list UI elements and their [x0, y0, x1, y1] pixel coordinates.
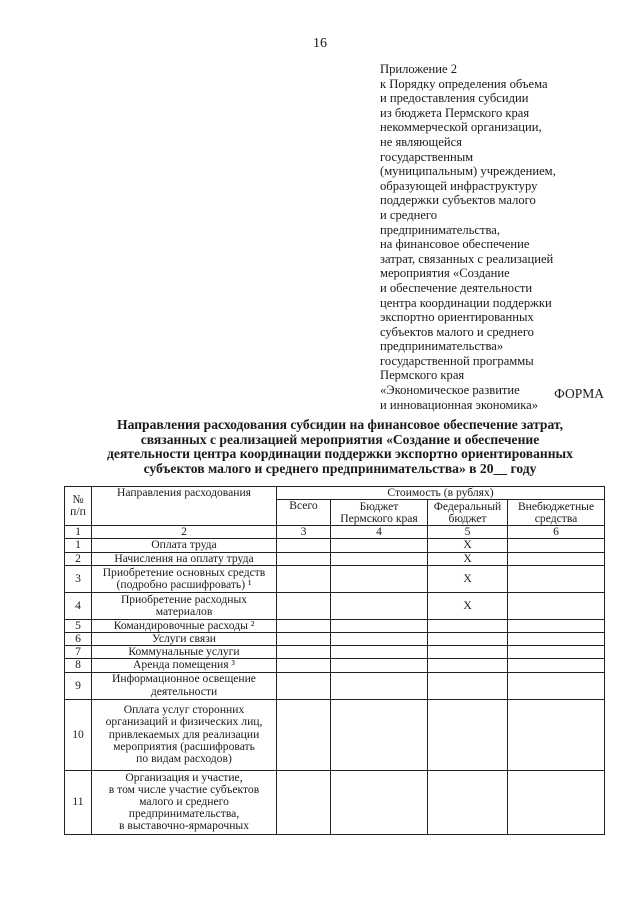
row-number: 3: [65, 565, 92, 592]
cell-federal: Х: [428, 592, 508, 619]
cell-extrabudgetary: [508, 539, 605, 552]
appendix-header: Приложение 2 к Порядку определения объема и предоставления субсидии из бюджета Пермского края некоммерческой организации, не являющейся государственным (муниципальным) учреждением, образующей инфраструктуру поддержки субъектов малого и среднего предпринимательства, на финансовое обеспечение затрат, связанных с реализацией мероприятия «Создание и обеспечение деятельности центра координации поддержки экспортно ориентированных субъектов малого и среднего предпринимательства» государственной программы Пермского края «Экономическое развитие и инновационная экономика»: [380, 62, 556, 412]
cell-total: [277, 770, 331, 834]
cell-federal: Х: [428, 539, 508, 552]
cell-total: [277, 672, 331, 699]
cell-regional: [331, 539, 428, 552]
row-direction: Командировочные расходы ²: [92, 619, 277, 632]
row-number: 6: [65, 633, 92, 646]
row-number: 8: [65, 659, 92, 672]
cell-extrabudgetary: [508, 646, 605, 659]
row-direction: Организация и участие, в том числе участие субъектов малого и среднего предпринимательства, в выставочно-ярмарочных: [92, 770, 277, 834]
column-number: 6: [508, 526, 605, 539]
document-title: Направления расходования субсидии на финансовое обеспечение затрат, связанных с реализацией мероприятия «Создание и обеспечение деятельности центра координации поддержки экспортно ориентированных субъектов малого и среднего предпринимательства» в 20__ году: [107, 417, 573, 476]
table-row: [65, 552, 605, 565]
cell-extrabudgetary: [508, 565, 605, 592]
header-federal-budget: Федеральный бюджет: [428, 500, 508, 526]
cell-regional: [331, 699, 428, 770]
row-direction: Начисления на оплату труда: [92, 552, 277, 565]
table-row: [65, 699, 605, 770]
cell-regional: [331, 565, 428, 592]
cell-federal: Х: [428, 552, 508, 565]
cell-extrabudgetary: [508, 699, 605, 770]
table-row: [65, 592, 605, 619]
header-number: № п/п: [65, 487, 92, 526]
row-direction: Аренда помещения ³: [92, 659, 277, 672]
table-row: [65, 539, 605, 552]
cell-federal: [428, 770, 508, 834]
cell-extrabudgetary: [508, 619, 605, 632]
row-number: 10: [65, 699, 92, 770]
row-number: 5: [65, 619, 92, 632]
cell-federal: [428, 619, 508, 632]
cell-regional: [331, 552, 428, 565]
row-direction: Оплата услуг сторонних организаций и физических лиц, привлекаемых для реализации мероприятия (расшифровать по видам расходов): [92, 699, 277, 770]
row-direction: Приобретение основных средств (подробно расшифровать) ¹: [92, 565, 277, 592]
cell-total: [277, 646, 331, 659]
row-direction: Коммунальные услуги: [92, 646, 277, 659]
cell-extrabudgetary: [508, 770, 605, 834]
table-row: [65, 619, 605, 632]
cell-total: [277, 633, 331, 646]
row-number: 4: [65, 592, 92, 619]
cell-regional: [331, 633, 428, 646]
header-extrabudgetary: Внебюджетные средства: [508, 500, 605, 526]
cell-regional: [331, 646, 428, 659]
cell-regional: [331, 659, 428, 672]
cell-total: [277, 592, 331, 619]
cell-total: [277, 552, 331, 565]
cell-extrabudgetary: [508, 672, 605, 699]
row-direction: Приобретение расходных материалов: [92, 592, 277, 619]
row-number: 1: [65, 539, 92, 552]
cell-total: [277, 699, 331, 770]
cell-extrabudgetary: [508, 552, 605, 565]
cell-extrabudgetary: [508, 659, 605, 672]
table-row: [65, 659, 605, 672]
row-number: 7: [65, 646, 92, 659]
table-row: [65, 646, 605, 659]
form-label: ФОРМА: [554, 386, 604, 401]
cell-regional: [331, 672, 428, 699]
row-number: 9: [65, 672, 92, 699]
cell-extrabudgetary: [508, 633, 605, 646]
cell-federal: [428, 699, 508, 770]
cell-total: [277, 659, 331, 672]
row-direction: Услуги связи: [92, 633, 277, 646]
cell-extrabudgetary: [508, 592, 605, 619]
cell-federal: [428, 633, 508, 646]
cell-federal: Х: [428, 565, 508, 592]
row-direction: Оплата труда: [92, 539, 277, 552]
cell-total: [277, 619, 331, 632]
expense-table: [64, 486, 605, 835]
table-row: [65, 672, 605, 699]
header-direction: Направления расходования: [92, 487, 277, 526]
cell-total: [277, 539, 331, 552]
header-cost: Стоимость (в рублях): [277, 487, 605, 500]
cell-regional: [331, 619, 428, 632]
cell-regional: [331, 592, 428, 619]
page-number: 16: [313, 36, 327, 51]
cell-federal: [428, 672, 508, 699]
header-regional-budget: Бюджет Пермского края: [331, 500, 428, 526]
cell-regional: [331, 770, 428, 834]
column-number: 1: [65, 526, 92, 539]
row-number: 11: [65, 770, 92, 834]
column-number: 2: [92, 526, 277, 539]
header-total: Всего: [277, 500, 331, 526]
row-number: 2: [65, 552, 92, 565]
table-row: [65, 770, 605, 834]
column-number: 3: [277, 526, 331, 539]
column-number: 5: [428, 526, 508, 539]
row-direction: Информационное освещение деятельности: [92, 672, 277, 699]
cell-total: [277, 565, 331, 592]
column-number: 4: [331, 526, 428, 539]
cell-federal: [428, 646, 508, 659]
cell-federal: [428, 659, 508, 672]
table-row: [65, 565, 605, 592]
table-row: [65, 633, 605, 646]
